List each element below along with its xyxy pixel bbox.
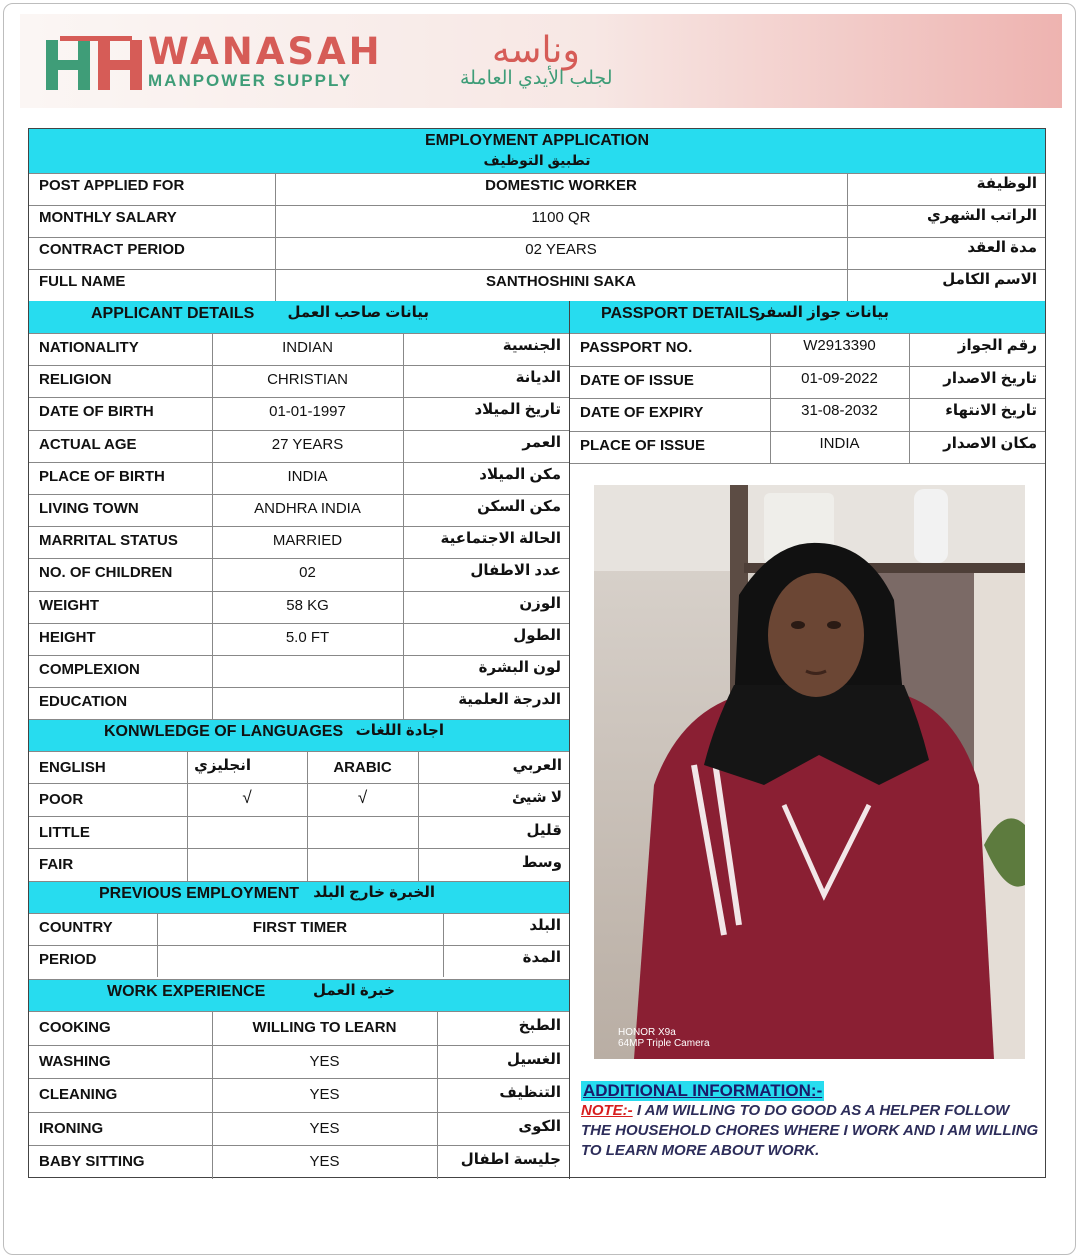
passport-field-value: INDIA xyxy=(819,435,860,452)
applicant-photo xyxy=(594,485,1025,1059)
previous-field-label: PERIOD xyxy=(39,951,97,968)
previous-heading: PREVIOUS EMPLOYMENT xyxy=(99,885,300,902)
passport-field-value: 31-08-2032 xyxy=(801,402,878,419)
additional-info-title: ADDITIONAL INFORMATION:- xyxy=(583,1081,823,1100)
passport-field-arabic: تاريخ الاصدار xyxy=(943,370,1037,387)
post-applied-label: POST APPLIED FOR xyxy=(39,177,185,194)
post-applied-value: DOMESTIC WORKER xyxy=(485,177,637,194)
row-divider xyxy=(29,365,569,366)
passport-field-value: 01-09-2022 xyxy=(801,370,878,387)
applicant-field-value: INDIA xyxy=(287,468,328,485)
row-divider xyxy=(29,655,569,656)
experience-heading: WORK EXPERIENCE xyxy=(107,983,266,1000)
experience-field-label: WASHING xyxy=(39,1053,111,1070)
applicant-field-arabic: الطول xyxy=(513,627,561,644)
wanasah-logo-icon xyxy=(46,36,146,94)
applicant-portrait-image xyxy=(594,485,1025,1059)
form-title: EMPLOYMENT APPLICATION xyxy=(425,132,649,149)
applicant-field-label: NATIONALITY xyxy=(39,339,139,356)
previous-heading-arabic: الخبرة خارج البلد xyxy=(313,884,435,901)
applicant-field-label: MARRITAL STATUS xyxy=(39,532,178,549)
previous-field-label: COUNTRY xyxy=(39,919,113,936)
applicant-field-label: HEIGHT xyxy=(39,629,96,646)
applicant-field-value: 02 xyxy=(299,564,316,581)
row-divider xyxy=(29,462,569,463)
brand-tagline: MANPOWER SUPPLY xyxy=(148,71,353,90)
applicant-field-arabic: الوزن xyxy=(519,595,561,612)
applicant-field-label: DATE OF BIRTH xyxy=(39,403,154,420)
previous-field-arabic: المدة xyxy=(522,949,561,966)
experience-field-value: WILLING TO LEARN xyxy=(252,1019,397,1036)
languages-heading-arabic: اجادة اللغات xyxy=(355,722,444,739)
row-divider xyxy=(29,1078,569,1079)
experience-field-arabic: الكوى xyxy=(518,1118,561,1135)
experience-field-value: YES xyxy=(309,1086,340,1103)
row-divider xyxy=(29,558,569,559)
experience-field-label: BABY SITTING xyxy=(39,1153,145,1170)
previous-field-arabic: البلد xyxy=(529,917,561,934)
row-divider xyxy=(29,1045,569,1046)
row-divider xyxy=(29,816,569,817)
brand-name: WANASAH xyxy=(148,30,383,73)
monthly-salary-value: 1100 QR xyxy=(531,209,591,226)
previous-field-value: FIRST TIMER xyxy=(252,919,348,936)
applicant-field-label: PLACE OF BIRTH xyxy=(39,468,165,485)
language-level-label: LITTLE xyxy=(39,824,90,841)
applicant-field-value: INDIAN xyxy=(282,339,333,356)
passport-field-value: W2913390 xyxy=(803,337,876,354)
passport-field-label: DATE OF ISSUE xyxy=(580,372,694,389)
row-divider xyxy=(570,366,1045,367)
monthly-salary-arabic: الراتب الشهري xyxy=(927,207,1037,224)
applicant-field-arabic: عدد الاطفال xyxy=(470,562,561,579)
full-name-arabic: الاسم الكامل xyxy=(942,271,1037,288)
contract-period-arabic: مدة العقد xyxy=(967,239,1037,256)
experience-field-value: YES xyxy=(309,1053,340,1070)
row-divider xyxy=(29,945,569,946)
language-level-arabic: قليل xyxy=(526,822,562,839)
languages-heading: KONWLEDGE OF LANGUAGES xyxy=(104,723,344,740)
experience-heading-arabic: خبرة العمل xyxy=(313,982,395,999)
languages-english-arabic: انجليزي xyxy=(194,757,251,774)
applicant-field-label: WEIGHT xyxy=(39,597,99,614)
applicant-field-arabic: الجنسية xyxy=(502,337,561,354)
camera-model-watermark: HONOR X9a xyxy=(618,1027,676,1038)
row-divider xyxy=(29,526,569,527)
language-english-check: √ xyxy=(242,788,252,807)
form-title-arabic: تطبيق التوظيف xyxy=(483,152,591,168)
language-arabic-check: √ xyxy=(357,788,368,807)
language-level-arabic: لا شيئ xyxy=(512,789,562,806)
applicant-field-label: RELIGION xyxy=(39,371,112,388)
row-divider xyxy=(570,463,1045,464)
applicant-field-label: NO. OF CHILDREN xyxy=(39,564,173,581)
contract-period-value: 02 YEARS xyxy=(525,241,597,258)
applicant-field-value: 5.0 FT xyxy=(285,629,330,646)
passport-field-arabic: رقم الجواز xyxy=(957,337,1037,354)
experience-field-label: IRONING xyxy=(39,1120,104,1137)
experience-field-arabic: جليسة اطفال xyxy=(460,1151,561,1168)
applicant-field-label: COMPLEXION xyxy=(39,661,140,678)
passport-heading: PASSPORT DETAILS xyxy=(601,305,760,322)
applicant-field-arabic: الديانة xyxy=(515,369,561,386)
experience-field-value: YES xyxy=(309,1153,340,1170)
applicant-field-arabic: مكن السكن xyxy=(477,498,561,515)
camera-spec-watermark: 64MP Triple Camera xyxy=(618,1038,710,1049)
row-divider xyxy=(29,430,569,431)
row-divider xyxy=(29,397,569,398)
experience-field-value: YES xyxy=(309,1120,340,1137)
note-text: I AM WILLING TO DO GOOD AS A HELPER FOLLOW THE HOUSEHOLD CHORES WHERE I WORK AND I AM WILLING TO LEARN MORE ABOUT WORK. xyxy=(581,1102,1039,1159)
row-divider xyxy=(29,591,569,592)
applicant-field-arabic: تاريخ الميلاد xyxy=(474,401,561,418)
applicant-field-arabic: العمر xyxy=(522,434,561,451)
languages-arabic-arabic: العربي xyxy=(512,757,562,774)
language-level-label: POOR xyxy=(39,791,84,808)
row-divider xyxy=(29,1112,569,1113)
applicant-heading-arabic: بيانات صاحب العمل xyxy=(287,304,429,321)
passport-field-label: DATE OF EXPIRY xyxy=(580,404,704,421)
company-banner xyxy=(20,14,1062,108)
applicant-heading: APPLICANT DETAILS xyxy=(91,305,255,322)
full-name-label: FULL NAME xyxy=(39,273,126,290)
passport-field-label: PASSPORT NO. xyxy=(580,339,693,356)
experience-field-arabic: التنظيف xyxy=(499,1084,561,1101)
row-divider xyxy=(29,494,569,495)
passport-field-arabic: مكان الاصدار xyxy=(943,435,1037,452)
languages-arabic-label: ARABIC xyxy=(333,759,392,776)
experience-field-label: COOKING xyxy=(39,1019,111,1036)
brand-tagline-arabic: لجلب الأيدي العاملة xyxy=(460,68,613,89)
experience-field-label: CLEANING xyxy=(39,1086,118,1103)
full-name-value: SANTHOSHINI SAKA xyxy=(485,273,636,290)
applicant-field-arabic: لون البشرة xyxy=(478,659,561,676)
applicant-field-value: 01-01-1997 xyxy=(269,403,346,420)
applicant-field-arabic: الدرجة العلمية xyxy=(458,691,561,708)
applicant-field-value: 27 YEARS xyxy=(271,436,344,453)
brand-name-arabic: وناسه xyxy=(492,29,580,70)
row-divider xyxy=(29,848,569,849)
note-label: NOTE:- xyxy=(581,1102,633,1119)
monthly-salary-label: MONTHLY SALARY xyxy=(39,209,177,226)
applicant-field-label: LIVING TOWN xyxy=(39,500,139,517)
applicant-field-arabic: مكن الميلاد xyxy=(479,466,561,483)
passport-heading-arabic: بيانات جواز السفر xyxy=(756,304,889,321)
row-divider xyxy=(29,1145,569,1146)
experience-field-arabic: الغسيل xyxy=(506,1051,561,1068)
employment-application-form xyxy=(28,128,1046,1178)
applicant-field-value: MARRIED xyxy=(272,532,343,549)
language-level-arabic: وسط xyxy=(521,854,562,871)
passport-field-arabic: تاريخ الانتهاء xyxy=(945,402,1037,419)
applicant-field-label: EDUCATION xyxy=(39,693,128,710)
language-level-label: FAIR xyxy=(39,856,74,873)
experience-field-arabic: الطبخ xyxy=(518,1017,561,1034)
applicant-field-label: ACTUAL AGE xyxy=(39,436,137,453)
applicant-field-value: 58 KG xyxy=(286,597,329,614)
applicant-field-value: ANDHRA INDIA xyxy=(254,500,361,517)
applicant-field-arabic: الحالة الاجتماعية xyxy=(440,530,561,547)
applicant-field-value: CHRISTIAN xyxy=(267,371,348,388)
row-divider xyxy=(29,687,569,688)
post-applied-arabic: الوظيفة xyxy=(976,175,1037,192)
row-divider xyxy=(570,398,1045,399)
additional-info-note xyxy=(581,1101,1043,1161)
passport-field-label: PLACE OF ISSUE xyxy=(580,437,706,454)
languages-english-label: ENGLISH xyxy=(39,759,106,776)
row-divider xyxy=(570,431,1045,432)
contract-period-label: CONTRACT PERIOD xyxy=(39,241,185,258)
row-divider xyxy=(29,623,569,624)
